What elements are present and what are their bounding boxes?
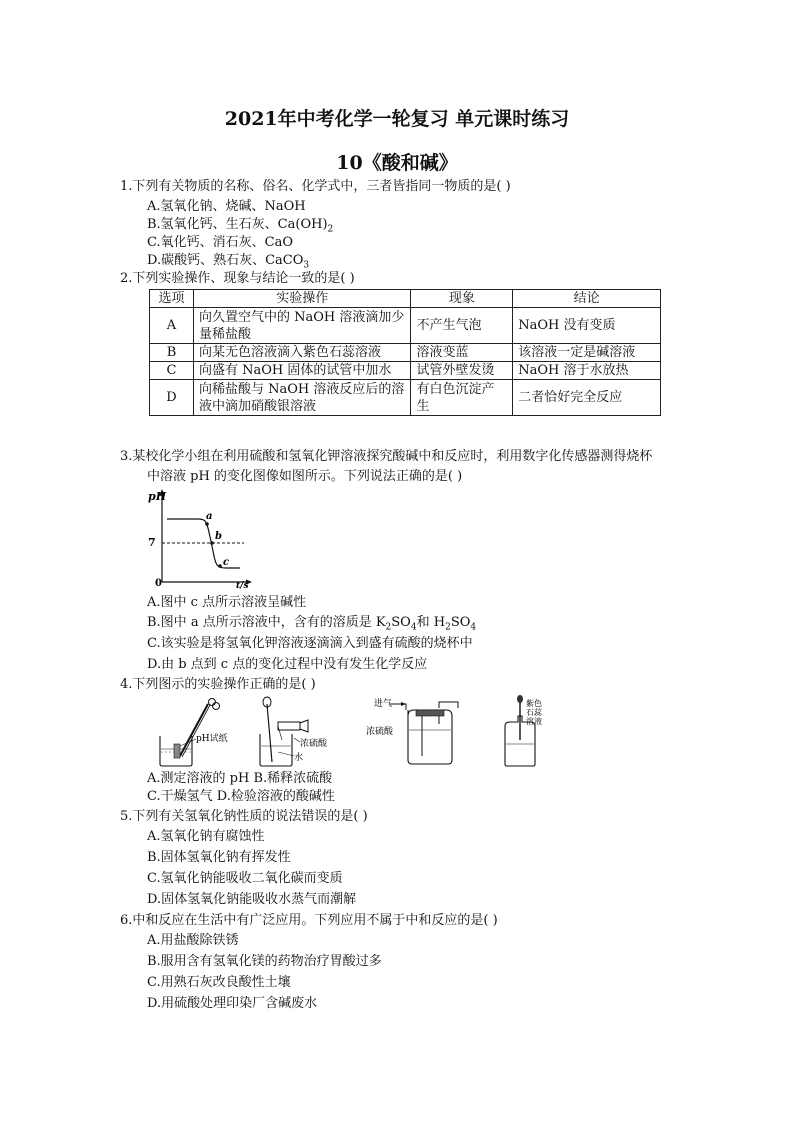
- cell-phenomenon: 试管外壁发烫: [411, 362, 513, 380]
- question-3-stem-line1: 3.某校化学小组在利用硫酸和氢氧化钾溶液探究酸碱中和反应时，利用数字化传感器测得烧杯: [120, 449, 653, 464]
- point-a-label: a: [206, 511, 213, 522]
- q6-option-a: A.用盐酸除铁锈: [147, 933, 239, 948]
- ph-paper-label: pH试纸: [196, 734, 228, 744]
- header-phenomenon: 现象: [411, 290, 513, 308]
- table-row: [150, 380, 661, 416]
- q1-option-c: C.氧化钙、消石灰、CaO: [147, 235, 293, 250]
- q5-option-c: C.氢氧化钠能吸收二氧化碳而变质: [147, 871, 343, 886]
- q1-option-d: D.碳酸钙、熟石灰、CaCO$_3$: [147, 253, 310, 271]
- point-c-label: c: [223, 557, 230, 568]
- cell-option: D: [150, 380, 194, 416]
- graph-x-label: t/s: [236, 581, 249, 590]
- page-subtitle: 10《酸和碱》: [336, 152, 458, 174]
- q3-option-b: B.图中 a 点所示溶液中，含有的溶质是 $K_2SO_4$和 $H_2SO_4$: [147, 615, 477, 633]
- cell-phenomenon: 有白色沉淀产 生: [411, 380, 513, 416]
- q6-option-b: B.服用含有氢氧化镁的药物治疗胃酸过多: [147, 954, 382, 969]
- conc-acid-label-b: 浓硫酸: [300, 739, 328, 749]
- q6-option-c: C.用熟石灰改良酸性土壤: [147, 975, 291, 990]
- header-operation: 实验操作: [193, 290, 411, 308]
- q5-option-b: B.固体氢氧化钠有挥发性: [147, 850, 291, 865]
- cell-option: C: [150, 362, 194, 380]
- question-4-stem: 4.下列图示的实验操作正确的是( ): [120, 677, 316, 692]
- q6-option-d: D.用硫酸处理印染厂含碱废水: [147, 996, 318, 1011]
- header-option: 选项: [150, 290, 194, 308]
- cell-operation: 向稀盐酸与 NaOH 溶液反应后的溶 液中滴加硝酸银溶液: [193, 380, 411, 416]
- cell-phenomenon: 溶液变蓝: [411, 344, 513, 362]
- water-label: 水: [294, 753, 304, 763]
- q3-option-d: D.由 b 点到 c 点的变化过程中没有发生化学反应: [147, 657, 428, 672]
- cell-conclusion: 二者恰好完全反应: [513, 380, 661, 416]
- cell-conclusion: NaOH 溶于水放热: [513, 362, 661, 380]
- page-title: 2021年中考化学一轮复习 单元课时练习: [224, 108, 570, 130]
- header-conclusion: 结论: [513, 290, 661, 308]
- graph-seven-label: 7: [148, 536, 156, 549]
- q4-options-line1: A.测定溶液的 pH B.稀释浓硫酸: [147, 771, 333, 786]
- cell-option: B: [150, 344, 194, 362]
- graph-origin-label: 0: [155, 578, 162, 589]
- point-b-label: b: [215, 531, 222, 542]
- cell-operation: 向盛有 NaOH 固体的试管中加水: [193, 362, 411, 380]
- table-row: [150, 344, 661, 362]
- cell-option: A: [150, 308, 194, 344]
- litmus-test-figure: [505, 695, 543, 766]
- cell-conclusion: 该溶液一定是碱溶液: [513, 344, 661, 362]
- graph-y-label: pH: [148, 490, 167, 503]
- cell-conclusion: NaOH 没有变质: [513, 308, 661, 344]
- table-header-row: [150, 290, 661, 308]
- question-6-stem: 6.中和反应在生活中有广泛应用。下列应用不属于中和反应的是( ): [120, 913, 498, 928]
- cell-operation: 向久置空气中的 NaOH 溶液滴加少 量稀盐酸: [193, 308, 411, 344]
- litmus-label-line3: 溶液: [526, 717, 542, 726]
- litmus-label-line1: 紫色: [526, 699, 542, 708]
- cell-operation: 向某无色溶液滴入紫色石蕊溶液: [193, 344, 411, 362]
- table-row: [150, 308, 661, 344]
- q5-option-d: D.固体氢氧化钠能吸收水蒸气而潮解: [147, 892, 357, 907]
- ph-curve-graph: [140, 486, 260, 590]
- question-3-stem-line2: 中溶液 pH 的变化图像如图所示。下列说法正确的是( ): [147, 469, 463, 484]
- q3-option-c: C.该实验是将氢氧化钾溶液逐滴滴入到盛有硫酸的烧杯中: [147, 636, 473, 651]
- gas-in-label: 进气: [374, 699, 393, 709]
- question-2-stem: 2.下列实验操作、现象与结论一致的是( ): [120, 271, 355, 286]
- apparatus-figures: [150, 694, 570, 770]
- q5-option-a: A.氢氧化钠有腐蚀性: [147, 829, 265, 844]
- conc-acid-label-c: 浓硫酸: [366, 727, 394, 737]
- cell-phenomenon: 不产生气泡: [411, 308, 513, 344]
- dilution-figure: [260, 697, 328, 766]
- question-5-stem: 5.下列有关氢氧化钠性质的说法错误的是( ): [120, 809, 368, 824]
- litmus-label-line2: 石蕊: [526, 708, 542, 717]
- gas-drying-figure: [366, 697, 458, 764]
- ph-test-figure: [160, 699, 228, 767]
- q4-options-line2: C.干燥氢气 D.检验溶液的酸碱性: [147, 789, 335, 804]
- q1-option-b: B.氢氧化钙、生石灰、$Ca(OH)_2$: [147, 217, 334, 235]
- q1-option-a: A.氢氧化钠、烧碱、NaOH: [147, 199, 306, 214]
- table-row: [150, 362, 661, 380]
- question-1-stem: 1.下列有关物质的名称、俗名、化学式中，三者皆指同一物质的是( ): [120, 179, 511, 194]
- experiment-table: [149, 289, 661, 416]
- q3-option-a: A.图中 c 点所示溶液呈碱性: [147, 595, 307, 610]
